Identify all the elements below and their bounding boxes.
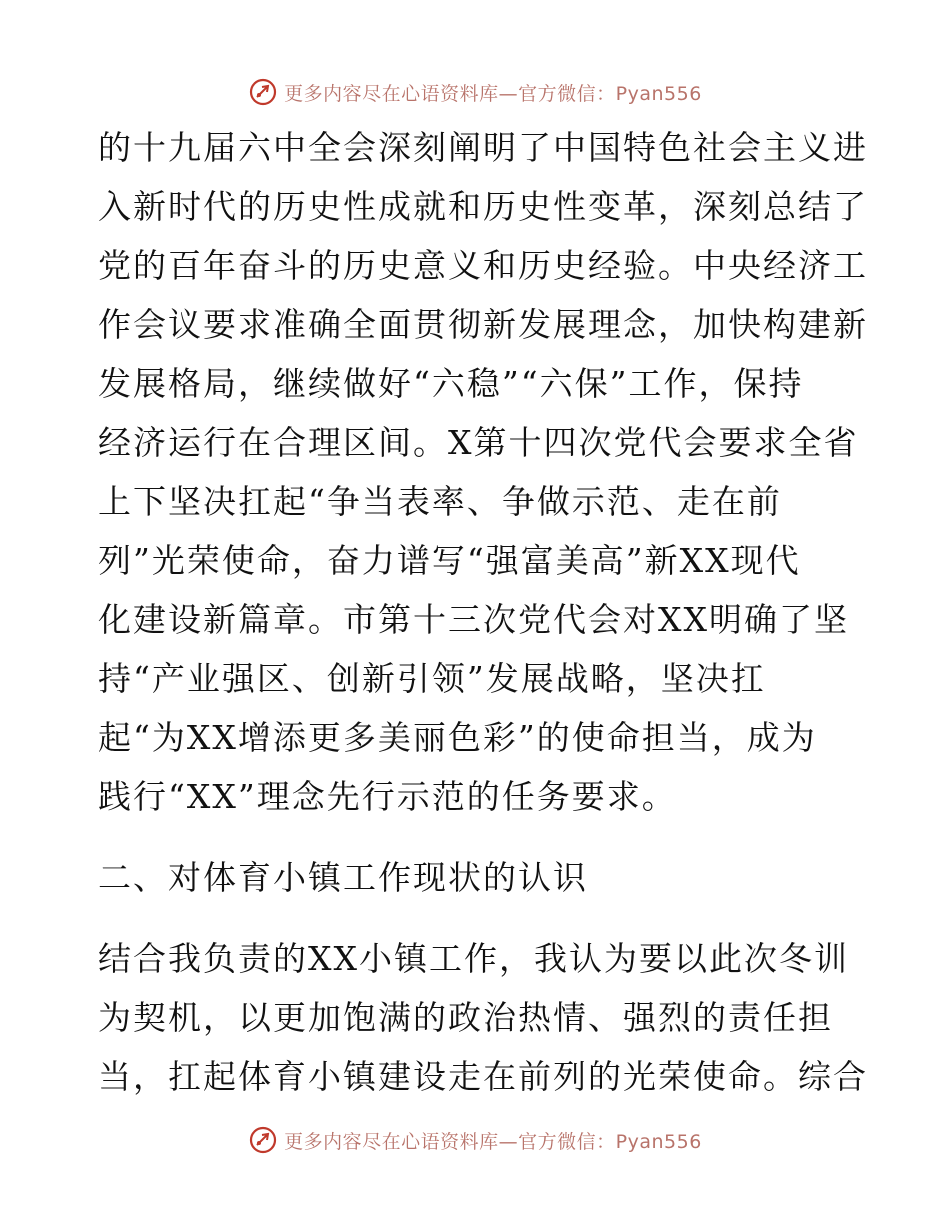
footer-watermark-banner: [0, 1120, 950, 1160]
logo-icon: [248, 1125, 278, 1155]
header-watermark-text: 更多内容尽在心语资料库—官方微信：Pyan556: [284, 82, 702, 105]
text-line: 践行“XX”理念先行示范的任务要求。: [98, 777, 677, 816]
text-line: 结合我负责的XX小镇工作，我认为要以此次冬训: [98, 939, 849, 978]
text-line: 作会议要求准确全面贯彻新发展理念，加快构建新: [98, 305, 868, 344]
text-line: 党的百年奋斗的历史意义和历史经验。中央经济工: [98, 246, 868, 285]
text-line: 起“为XX增添更多美丽色彩”的使命担当，成为: [98, 718, 817, 757]
text-line: 持“产业强区、创新引领”发展战略，坚决扛: [98, 659, 766, 698]
text-line: 入新时代的历史性成就和历史性变革，深刻总结了: [98, 187, 868, 226]
text-line: 经济运行在合理区间。X第十四次党代会要求全省: [98, 423, 859, 462]
text-line: 上下坚决扛起“争当表率、争做示范、走在前: [98, 482, 782, 521]
logo-icon: [248, 77, 278, 107]
section-heading: 二、对体育小镇工作现状的认识: [98, 858, 588, 897]
text-line: 为契机，以更加饱满的政治热情、强烈的责任担: [98, 998, 833, 1037]
text-line: 化建设新篇章。市第十三次党代会对XX明确了坚: [98, 600, 849, 639]
document-body: [98, 118, 868, 1106]
text-line: 发展格局，继续做好“六稳”“六保”工作，保持: [98, 364, 804, 403]
header-watermark-banner: [0, 72, 950, 112]
text-line: 的十九届六中全会深刻阐明了中国特色社会主义进: [98, 128, 868, 167]
text-line: 当，扛起体育小镇建设走在前列的光荣使命。综合: [98, 1057, 868, 1096]
text-line: 列”光荣使命，奋力谱写“强富美高”新XX现代: [98, 541, 801, 580]
footer-watermark-text: 更多内容尽在心语资料库—官方微信：Pyan556: [284, 1130, 702, 1153]
